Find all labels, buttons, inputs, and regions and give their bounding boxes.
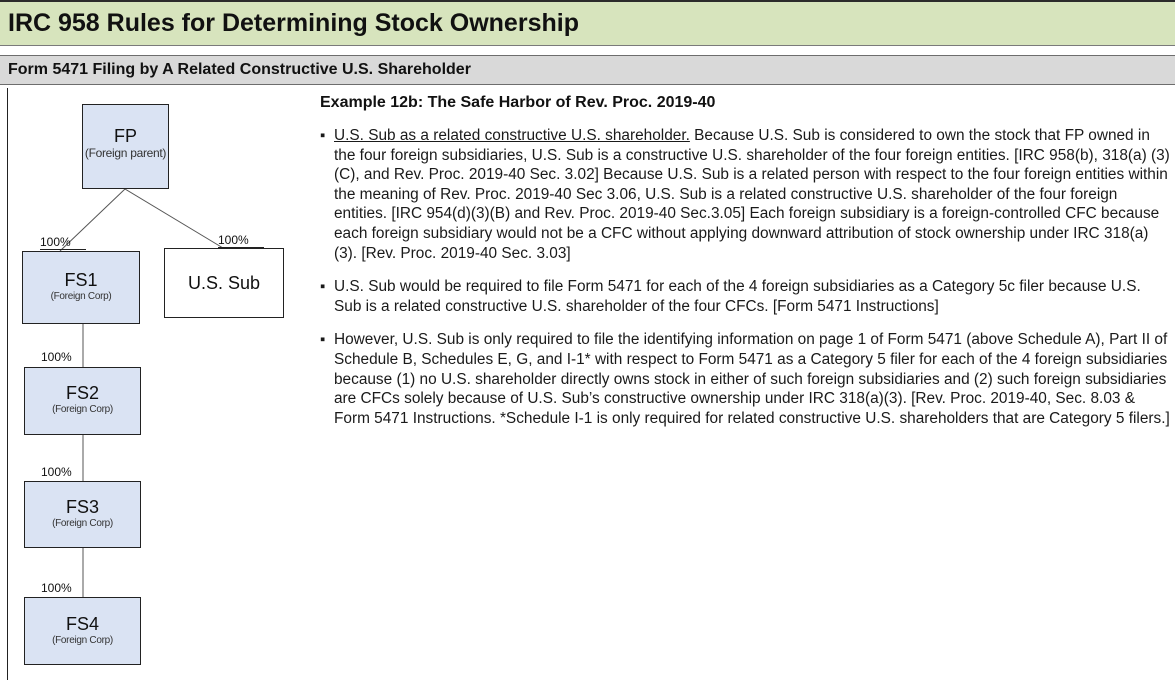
page-title: IRC 958 Rules for Determining Stock Ownership	[8, 9, 579, 37]
fs3-ownership-pct: 100%	[41, 465, 72, 479]
ussub-box	[164, 248, 284, 318]
bullet-safe-harbor	[320, 330, 1170, 428]
bullet-text: However, U.S. Sub is only required to file the identifying information on page 1 of Form 5471 (above Schedule A), Part II of Schedule B, Schedules E, G, and I-1* with respect to Form 5471 as a Category 5 filer for each of the 4 foreign subsidiaries because (1) no U.S. shareholder directly owns stock in either of such foreign subsidiaries and (2) such foreign subsidiaries are CFCs solely because of U.S. Sub’s constructive ownership under IRC 318(a)(3). [Rev. Proc. 2019-40, Sec. 8.03 & Form 5471 Instructions. *Schedule I-1 is only required for related constructive U.S. shareholders that are Category 5 filers.]	[334, 331, 1170, 427]
fs1-name: FS1	[64, 270, 98, 290]
fs4-name: FS4	[65, 614, 99, 634]
fs1-ownership-pct: 100%	[40, 235, 86, 250]
fs4-box	[24, 597, 141, 665]
fs2-ownership-pct: 100%	[41, 350, 72, 364]
title-bar	[0, 0, 1175, 46]
bullet-text: Because U.S. Sub is considered to own the stock that FP owned in the four foreign subsidiaries, U.S. Sub is a constructive U.S. shareholder of the four foreign entities. [IRC 958(b), 318(a) (3)(C), and Rev. Proc. 2019-40 Sec. 3.02] Because U.S. Sub is a related person with respect to the four foreign entities within the meaning of Rev. Proc. 2019-40 Sec 3.06, U.S. Sub is a related constructive U.S. shareholder of the four foreign entities. [IRC 954(d)(3)(B) and Rev. Proc. 2019-40 Sec.3.05] Each foreign subsidiary is a foreign-controlled CFC because each foreign subsidiary would not be a CFC without applying downward attribution of stock ownership under IRC 318(a)(3). [Rev. Proc. 2019-40 Sec. 3.03]	[334, 127, 1170, 262]
fs2-box	[24, 367, 141, 435]
example-content	[320, 94, 1170, 442]
bullet-filing-requirement	[320, 277, 1170, 316]
fs4-ownership-pct: 100%	[41, 581, 72, 595]
bullet-marker: ▪	[320, 331, 326, 349]
bullet-marker: ▪	[320, 127, 326, 144]
fs2-name: FS2	[65, 383, 99, 403]
fs3-subtitle: (Foreign Corp)	[52, 518, 113, 529]
fp-name: FP	[113, 126, 137, 146]
page-subtitle: Form 5471 Filing by A Related Constructive U.S. Shareholder	[8, 61, 471, 78]
fp-box	[82, 104, 169, 189]
fs1-subtitle: (Foreign Corp)	[50, 291, 112, 302]
ussub-ownership-pct: 100%	[218, 233, 264, 248]
fs4-subtitle: (Foreign Corp)	[52, 635, 113, 646]
ownership-diagram	[0, 85, 310, 680]
example-title: Example 12b: The Safe Harbor of Rev. Proc. 2019-40	[320, 94, 716, 111]
bullet-marker: ▪	[320, 278, 326, 296]
fp-subtitle: (Foreign parent)	[84, 146, 167, 160]
bullet-related-shareholder	[320, 126, 1170, 263]
bullet-text: U.S. Sub would be required to file Form 5471 for each of the 4 foreign subsidiaries as a Category 5c filer because U.S. Sub is a related constructive U.S. shareholder of the four CFCs. [Form 5471 Instructions]	[334, 278, 1141, 315]
subtitle-bar	[0, 55, 1175, 85]
bullet-heading: U.S. Sub as a related constructive U.S. shareholder.	[334, 127, 690, 144]
fs1-box	[22, 251, 140, 324]
connector-fp-ussub	[125, 189, 223, 248]
fs3-box	[24, 481, 141, 548]
ussub-name: U.S. Sub	[187, 273, 261, 293]
fs3-name: FS3	[65, 497, 99, 517]
fs2-subtitle: (Foreign Corp)	[52, 404, 113, 415]
